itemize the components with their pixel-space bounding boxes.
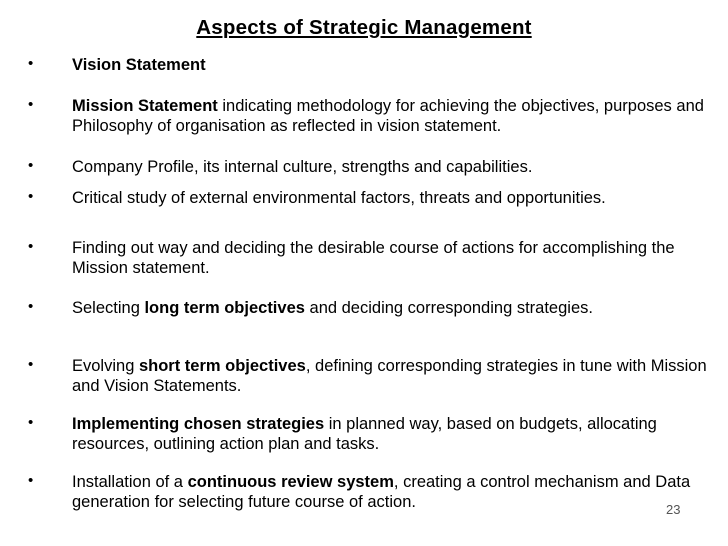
bullet-text-run: in planned way, based on budgets, allocating resources, outlining action plan and tasks.: [72, 415, 657, 453]
bullet-text-run: Selecting: [72, 299, 145, 317]
bullet-text: [72, 96, 712, 136]
bullet-text-run: , creating a control mechanism and Data generation for selecting future course of action.: [72, 473, 691, 511]
bullet-text: [72, 157, 712, 177]
bullet-bold-phrase: short term objectives: [138, 357, 306, 375]
bullet-marker: •: [28, 238, 34, 255]
bullet-text-run: Company Profile, its internal culture, strengths and capabilities.: [72, 158, 533, 176]
bullet-marker: •: [28, 414, 34, 431]
bullet-text: [72, 55, 712, 75]
bullet-text-run: Installation of a: [72, 473, 188, 491]
bullet-text-run: Evolving: [72, 357, 139, 375]
bullet-text-run: and deciding corresponding strategies.: [304, 299, 593, 317]
bullet-text-run: indicating methodology for achieving the objectives, purposes and Philosophy of organisation as reflected in vision statement.: [72, 97, 704, 135]
bullet-text: [72, 238, 712, 278]
bullet-bold-phrase: Implementing chosen strategies: [72, 415, 325, 433]
page-number: 23: [666, 502, 681, 517]
slide-title: Aspects of Strategic Management: [196, 16, 532, 39]
bullet-bold-phrase: Vision Statement: [72, 56, 206, 74]
bullet-marker: •: [28, 298, 34, 315]
bullet-text: [72, 188, 712, 208]
bullet-text-run: , defining corresponding strategies in tune with Mission and Vision Statements.: [72, 357, 707, 395]
bullet-text-run: Critical study of external environmental factors, threats and opportunities.: [72, 189, 606, 207]
bullet-marker: •: [28, 55, 34, 72]
bullet-bold-phrase: Mission Statement: [72, 97, 218, 115]
bullet-marker: •: [28, 472, 34, 489]
bullet-bold-phrase: long term objectives: [144, 299, 305, 317]
bullet-marker: •: [28, 188, 34, 205]
bullet-text: [72, 356, 712, 396]
bullet-marker: •: [28, 157, 34, 174]
bullet-marker: •: [28, 356, 34, 373]
bullet-marker: •: [28, 96, 34, 113]
bullet-text: [72, 298, 712, 318]
bullet-text: [72, 414, 712, 454]
bullet-text: [72, 472, 712, 512]
bullet-bold-phrase: continuous review system: [187, 473, 394, 491]
bullet-text-run: Finding out way and deciding the desirable course of actions for accomplishing the Mission statement.: [72, 239, 675, 277]
